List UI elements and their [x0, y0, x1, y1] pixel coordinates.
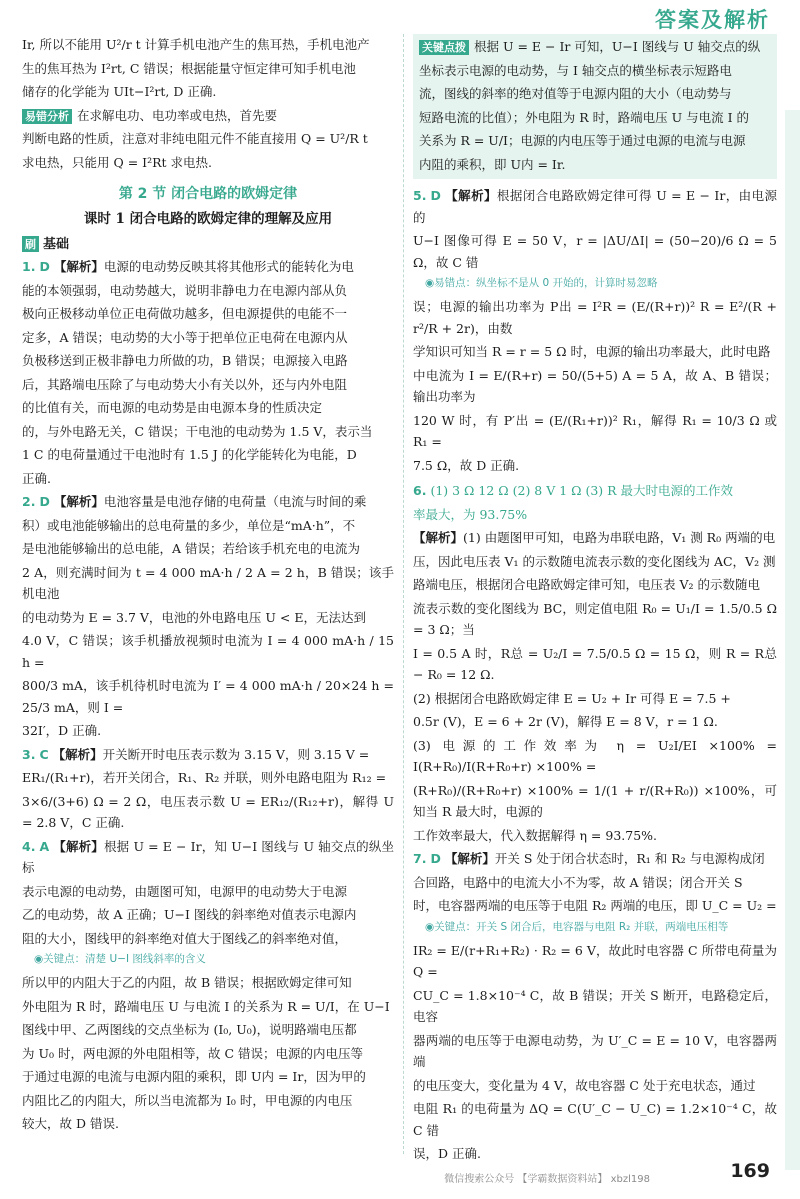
item-line: 积）或电池能够输出的总电荷量的多少，单位是“mA·h”，不: [22, 517, 356, 533]
item-line: 的，与外电路无关，C 错误；干电池的电动势为 1.5 V，表示当: [22, 423, 373, 439]
item-line: 0.5r (V)，E = 6 + 2r (V)，解得 E = 8 V，r = 1 Ω.: [413, 714, 718, 729]
item-text: 电源的电动势反映其将其他形式的能转化为电: [103, 259, 354, 274]
section-title: 第 2 节 闭合电路的欧姆定律: [118, 186, 298, 202]
item-answer: D: [39, 494, 50, 509]
basics-heading: [22, 233, 394, 252]
item-line: 图线中甲、乙两图线的交点坐标为 (I₀, U₀)，说明路端电压都: [22, 1022, 357, 1037]
error-analysis: [22, 105, 394, 127]
item-line: [413, 527, 777, 549]
analysis-label: 【解析】: [445, 188, 497, 203]
analysis-label: 【解析】: [53, 838, 104, 854]
item-line: 器两端的电压等于电源电动势，为 U′_C = E = 10 V，电容器两端: [413, 1032, 777, 1069]
intro-line: 储存的化学能为 UIt−I²rt, D 正确.: [22, 84, 217, 99]
key-point-line: 关系为 R = U/I；电源的内电压等于通过电源的电流与电源: [419, 133, 746, 148]
answer-item: [22, 256, 394, 278]
answer-item: [22, 744, 394, 766]
item-number: 3.: [22, 746, 36, 762]
error-analysis-text: 在求解电功、电功率或电热，首先要: [77, 107, 278, 123]
item-line: 表示电源的电动势，由题图可知，电源甲的电动势大于电源: [22, 883, 348, 899]
key-point-line: 内阻的乘积，即 U内 = Ir.: [419, 156, 566, 172]
analysis-label: 【解析】: [52, 746, 103, 762]
right-column: [413, 34, 777, 1167]
intro-line: Ir, 所以不能用 U²/r t 计算手机电池产生的焦耳热，手机电池产: [22, 37, 370, 52]
item-line: 外电阻为 R 时，路端电压 U 与电流 I 的关系为 R = U/I，在 U−I: [22, 998, 390, 1014]
item-line: 极向正极移动单位正电荷做功越多，但电源提供的电能不一: [22, 306, 348, 321]
item-line: 2 A，则充满时间为 t = 4 000 mA·h / 2 A = 2 h，B 错误；该手机电池: [22, 564, 394, 601]
key-point: [419, 36, 771, 58]
item-line: 中电流为 I = E/(R+r) = 50/(5+5) A = 5 A，故 A、B 错误；输出功率为: [413, 367, 777, 404]
footer-watermark: 微信搜索公众号 【学霸数据资料站】 xbzl198: [444, 1174, 650, 1185]
item-answer: D: [430, 188, 441, 203]
item-line: 学知识可知当 R = r = 5 Ω 时，电源的输出功率最大，此时电路: [413, 344, 771, 359]
item-number: 5.: [413, 188, 427, 203]
key-point-line: 短路电流的比值）；外电阻为 R 时，路端电压 U 与电流 I 的: [419, 109, 749, 125]
answer-item: [413, 185, 777, 228]
key-point-box: [413, 34, 777, 179]
item-line: 的比值有关，而电源的电动势是由电源本身的性质决定: [22, 400, 323, 415]
item-line: (2) 根据闭合电路欧姆定律 E = U₂ + Ir 可得 E = 7.5 +: [413, 690, 731, 706]
item-line: 流表示数的变化图线为 BC，则定值电阻 R₀ = U₁/I = 1.5/0.5 Ω = 3 Ω；当: [413, 600, 777, 637]
item-line: 是电池能够输出的总电能，A 错误；若给该手机充电的电流为: [22, 541, 361, 556]
answer-item: [413, 848, 777, 870]
item-line: 内阻比乙的内阻大，所以当电流都为 I₀ 时，甲电源的内电压: [22, 1092, 353, 1108]
item-answer: (1) 3 Ω 12 Ω (2) 8 V 1 Ω (3) R 最大时电源的工作效: [430, 483, 734, 498]
item-answer: C: [39, 746, 49, 762]
item-answer-line: 率最大，为 93.75%: [413, 506, 528, 522]
item-number: 6.: [413, 483, 427, 498]
column-divider: [403, 34, 404, 1154]
item-answer: D: [430, 851, 441, 866]
item-line: 所以甲的内阻大于乙的内阻，故 B 错误；根据欧姆定律可知: [22, 975, 352, 990]
item-line: 800/3 mA，该手机待机时电流为 I′ = 4 000 mA·h / 20×24 h = 25/3 mA，则 I =: [22, 678, 394, 715]
key-point-tag: 关键点拨: [419, 40, 469, 55]
item-line: 7.5 Ω，故 D 正确.: [413, 457, 520, 473]
item-line: 32I′，D 正确.: [22, 723, 102, 738]
item-line: 路端电压，根据闭合电路欧姆定律可知，电压表 V₂ 的示数随电: [413, 577, 760, 592]
item-text: 根据闭合电路欧姆定律可得 U = E − Ir，由电源的: [413, 188, 777, 225]
item-answer: A: [39, 838, 50, 854]
key-point-note: ◉ 关键点：清楚 U−I 图线斜率的含义: [34, 951, 394, 967]
item-line: (R+R₀)/(R+R₀+r) ×100% = 1/(1 + r/(R+R₀)) ×100%，可知当 R 最大时，电源的: [413, 782, 777, 819]
item-line: 工作效率最大，代入数据解得 η = 93.75%.: [413, 827, 658, 843]
item-line: 定多，A 错误；电动势的大小等于把单位正电荷在电源内从: [22, 329, 348, 345]
item-number: 4.: [22, 838, 36, 854]
item-line: 时，电容器两端的电压等于电阻 R₂ 两端的电压，即 U_C = U₂ =: [413, 898, 777, 913]
basics-label: 基础: [43, 237, 70, 252]
item-number: 2.: [22, 494, 36, 509]
error-analysis-tag: 易错分析: [22, 109, 72, 124]
item-line: IR₂ = E/(r+R₁+R₂) · R₂ = 6 V，故此时电容器 C 所带电荷量为 Q =: [413, 942, 777, 979]
item-line: 120 W 时，有 P′出 = (E/(R₁+r))² R₁，解得 R₁ = 10/3 Ω 或 R₁ =: [413, 412, 777, 449]
item-text: 开关断开时电压表示数为 3.15 V，则 3.15 V =: [102, 746, 370, 762]
item-line: 正确.: [22, 470, 51, 486]
item-text: 电池容量是电池存储的电荷量（电流与时间的乘: [103, 494, 367, 509]
item-line: 的电压变大，变化量为 4 V，故电容器 C 处于充电状态，通过: [413, 1077, 756, 1093]
item-line: 误；电源的输出功率为 P出 = I²R = (E/(R+r))² R = E²/(R + r²/R + 2r)，由数: [413, 299, 777, 336]
error-analysis-line: 求电热，只能用 Q = I²Rt 求电热.: [22, 154, 212, 170]
item-answer: D: [39, 259, 50, 274]
error-analysis-line: 判断电路的性质，注意对非纯电阻元件不能直接用 Q = U²/R t: [22, 131, 368, 146]
item-line: CU_C = 1.8×10⁻⁴ C，故 B 错误；开关 S 断开，电路稳定后，电容: [413, 987, 777, 1024]
item-line: 压，因此电压表 V₁ 的示数随电流表示数的变化图线为 AC，V₂ 测: [413, 553, 776, 569]
margin-strip: [785, 110, 800, 1170]
item-line: 负极移送到正极非静电力所做的功，B 错误；电源接入电路: [22, 353, 348, 368]
analysis-label: 【解析】: [53, 494, 104, 509]
item-number: 7.: [413, 851, 427, 866]
item-line: 3×6/(3+6) Ω = 2 Ω，电压表示数 U = ER₁₂/(R₁₂+r)，解得 U = 2.8 V，C 正确.: [22, 793, 394, 830]
item-text: 根据 U = E − Ir，知 U−I 图线与 U 轴交点的纵坐标: [22, 838, 394, 875]
item-line: 乙的电动势，故 A 正确；U−I 图线的斜率绝对值表示电源内: [22, 907, 357, 922]
left-column: [22, 34, 394, 1137]
item-line: 能的本领强弱，电动势越大，说明非静电力在电源内部从负: [22, 282, 348, 298]
answer-item: [22, 836, 394, 879]
item-line: 误，D 正确.: [413, 1146, 481, 1161]
mistake-note: ◉ 易错点：纵坐标不是从 0 开始的，计算时易忽略: [425, 275, 777, 291]
item-line: 于通过电源的电流与电源内阻的乘积，即 U内 = Ir，因为甲的: [22, 1069, 366, 1084]
answer-item: [413, 480, 777, 502]
item-line: 电阻 R₁ 的电荷量为 ΔQ = C(U′_C − U_C) = 1.2×10⁻⁴ C，故 C 错: [413, 1101, 777, 1138]
item-line: 1 C 的电荷量通过干电池时有 1.5 J 的化学能转化为电能，D: [22, 447, 357, 462]
key-point-line: 流，图线的斜率的绝对值等于电源内阻的大小（电动势与: [419, 86, 732, 101]
answer-item: [22, 491, 394, 513]
analysis-label: 【解析】: [53, 259, 104, 274]
item-line: 合回路，电路中的电流大小不为零，故 A 错误；闭合开关 S: [413, 874, 743, 890]
key-point-line: 坐标表示电源的电动势，与 I 轴交点的横坐标表示短路电: [419, 62, 732, 78]
page-number: 169: [730, 1160, 770, 1182]
item-number: 1.: [22, 259, 36, 274]
item-line: 阻的大小，图线甲的斜率绝对值大于图线乙的斜率绝对值，: [22, 930, 348, 946]
basics-badge: 刷: [22, 236, 39, 252]
item-line: 4.0 V，C 错误；该手机播放视频时电流为 I = 4 000 mA·h / 15 h =: [22, 633, 394, 670]
item-line: 后，其路端电压除了与电动势大小有关以外，还与内外电阻: [22, 376, 348, 392]
item-line: 为 U₀ 时，两电源的外电阻相等，故 C 错误；电源的内电压等: [22, 1045, 364, 1061]
analysis-label: 【解析】: [444, 851, 495, 866]
page-header-title: 答案及解析: [655, 8, 770, 32]
key-point-text: 根据 U = E − Ir 可知，U−I 图线与 U 轴交点的纵: [474, 39, 761, 54]
lesson-title: 课时 1 闭合电路的欧姆定律的理解及应用: [83, 211, 333, 227]
item-line: (3) 电源的工作效率为 η = U₂I/EI ×100% = I(R+R₀)/I(R+R₀+r) ×100% =: [413, 737, 777, 774]
intro-line: 生的焦耳热为 I²rt, C 错误；根据能量守恒定律可知手机电池: [22, 60, 356, 76]
analysis-label: 【解析】: [413, 530, 464, 545]
item-text: 开关 S 处于闭合状态时，R₁ 和 R₂ 与电源构成闭: [494, 851, 765, 866]
item-text: (1) 由题图甲可知，电路为串联电路，V₁ 测 R₀ 两端的电: [463, 530, 776, 545]
item-line: ER₁/(R₁+r)，若开关闭合，R₁、R₂ 并联，则外电路电阻为 R₁₂ =: [22, 770, 387, 785]
item-line: 较大，故 D 错误.: [22, 1116, 119, 1131]
key-point-note: ◉ 关键点：开关 S 闭合后，电容器与电阻 R₂ 并联，两端电压相等: [425, 919, 777, 935]
item-line: 的电动势为 E = 3.7 V，电池的外电路电压 U < E，无法达到: [22, 609, 366, 625]
item-line: U−I 图像可得 E = 50 V，r = |ΔU/ΔI| = (50−20)/6 Ω = 5 Ω，故 C 错: [413, 233, 777, 270]
item-line: I = 0.5 A 时，R总 = U₂/I = 7.5/0.5 Ω = 15 Ω，则 R = R总 − R₀ = 12 Ω.: [413, 645, 777, 682]
